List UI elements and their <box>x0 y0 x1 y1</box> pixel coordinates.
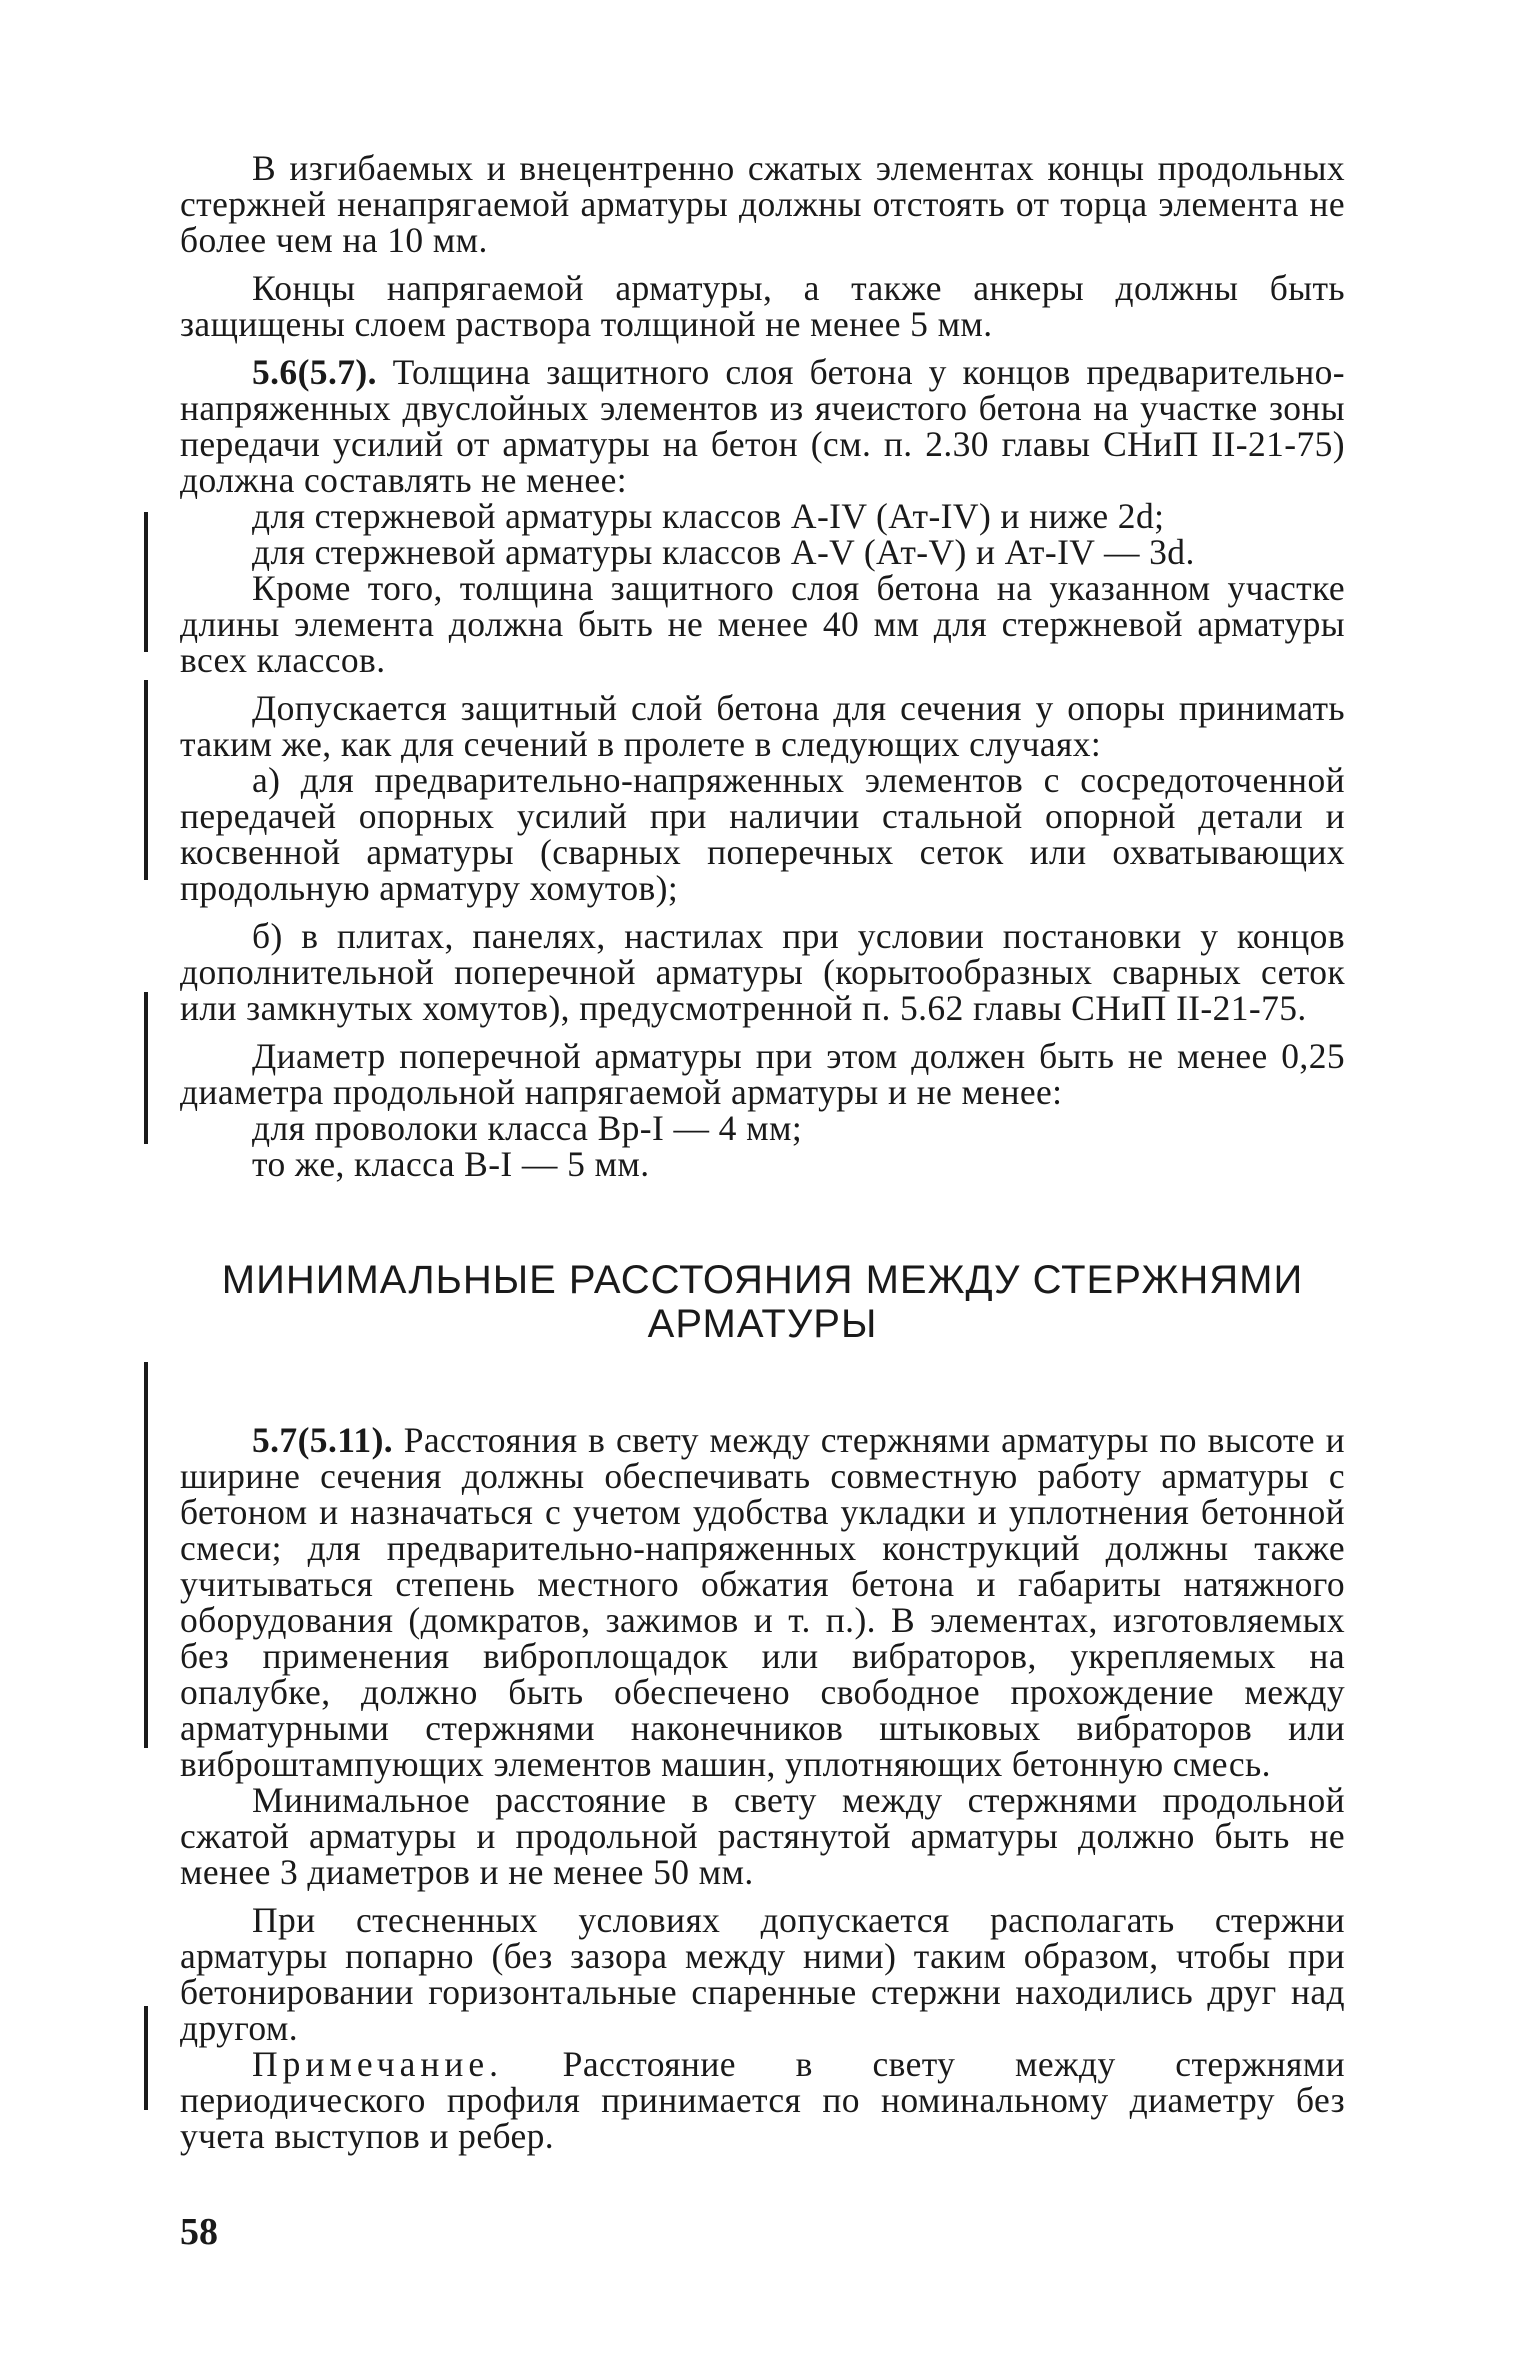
paragraph-anchor-ends: В изгибаемых и внецентренно сжатых элементах концы продольных стержней ненапрягаемой арматуры должны отстоять от торца элемента не более чем на 10 мм. <box>180 148 1345 260</box>
list-item: то же, класса В-I — 5 мм. <box>252 1144 650 1184</box>
margin-change-bar <box>144 680 148 880</box>
paragraph-paired-bars: При стесненных условиях допускается располагать стержни арматуры попарно (без зазора между ними) таким образом, чтобы при бетонировании горизонтальные спаренные стержни находились друг над другом. <box>180 1900 1345 2048</box>
note <box>180 2046 1345 2154</box>
paragraph-minimum-distance: Минимальное расстояние в свету между стержнями продольной сжатой арматуры и продольной растянутой арматуры должно быть не менее 3 диаметров и не менее 50 мм. <box>180 1780 1345 1892</box>
document-page <box>180 150 1345 2154</box>
paragraph-extra-cover: Кроме того, толщина защитного слоя бетона на указанном участке длины элемента должна быть не менее 40 мм для стержневой арматуры всех классов. <box>180 568 1345 680</box>
clause-number: 5.7(5.11). <box>252 1420 394 1460</box>
clause-number: 5.6(5.7). <box>252 352 377 392</box>
margin-change-bar <box>144 992 148 1144</box>
margin-change-bar <box>144 512 148 652</box>
paragraph-support-cover: Допускается защитный слой бетона для сечения у опоры принимать таким же, как для сечений в пролете в следующих случаях: <box>180 688 1345 764</box>
clause-5-7 <box>180 1422 1345 1782</box>
note-text: Расстояние в свету между стержнями периодического профиля принимается по номинальному диаметру без учета выступов и ребер. <box>180 2044 1345 2156</box>
clause-text: Толщина защитного слоя бетона у концов предварительно-напряженных двуслойных элементов из ячеистого бетона на участке зоны передачи усилий от арматуры на бетон (см. п. 2.30 главы СНиП II-21-75) должна составлять не менее: <box>180 352 1345 500</box>
paragraph-diameter: Диаметр поперечной арматуры при этом должен быть не менее 0,25 диаметра продольной напрягаемой арматуры и не менее: <box>180 1036 1345 1112</box>
list-item: б) в плитах, панелях, настилах при условии постановки у концов дополнительной поперечной арматуры (корытообразных сварных сеток или замкнутых хомутов), предусмотренной п. 5.62 главы СНиП II-21-75. <box>180 916 1345 1028</box>
clause-text: Расстояния в свету между стержнями арматуры по высоте и ширине сечения должны обеспечивать совместную работу арматуры с бетоном и назначаться с учетом удобства укладки и уплотнения бетонной смеси; для предварительно-напряженных конструкций должны также учитываться степень местного обжатия бетона и габариты натяжного оборудования (домкратов, зажимов и т. п.). В элементах, изготовляемых без применения виброплощадок или вибраторов, укрепляемых на опалубке, должно быть обеспечено свободное прохождение между арматурными стержнями наконечников штыковых вибраторов или виброштампующих элементов машин, уплотняющих бетонную смесь. <box>180 1420 1345 1784</box>
section-title: МИНИМАЛЬНЫЕ РАССТОЯНИЯ МЕЖДУ СТЕРЖНЯМИ <box>221 1258 1304 1302</box>
list-item: а) для предварительно-напряженных элементов с сосредоточенной передачей опорных усилий при наличии стальной опорной детали и косвенной арматуры (сварных поперечных сеток или охватывающих продольную арматуру хомутов); <box>180 760 1345 908</box>
margin-change-bar <box>144 2006 148 2110</box>
list-item: для стержневой арматуры классов А-IV (Ат-IV) и ниже 2d; <box>252 496 1165 536</box>
page-number: 58 <box>180 2211 218 2253</box>
list-item: для проволоки класса Вр-I — 4 мм; <box>252 1108 803 1148</box>
clause-5-6 <box>180 354 1345 498</box>
list-item: для стержневой арматуры классов А-V (Ат-V) и Ат-IV — 3d. <box>252 532 1195 572</box>
section-title-continued: АРМАТУРЫ <box>647 1302 878 1346</box>
note-label: Примечание. <box>252 2044 503 2084</box>
paragraph-prestressed-ends: Концы напрягаемой арматуры, а также анкеры должны быть защищены слоем раствора толщиной не менее 5 мм. <box>180 268 1345 344</box>
margin-change-bar <box>144 1362 148 1748</box>
